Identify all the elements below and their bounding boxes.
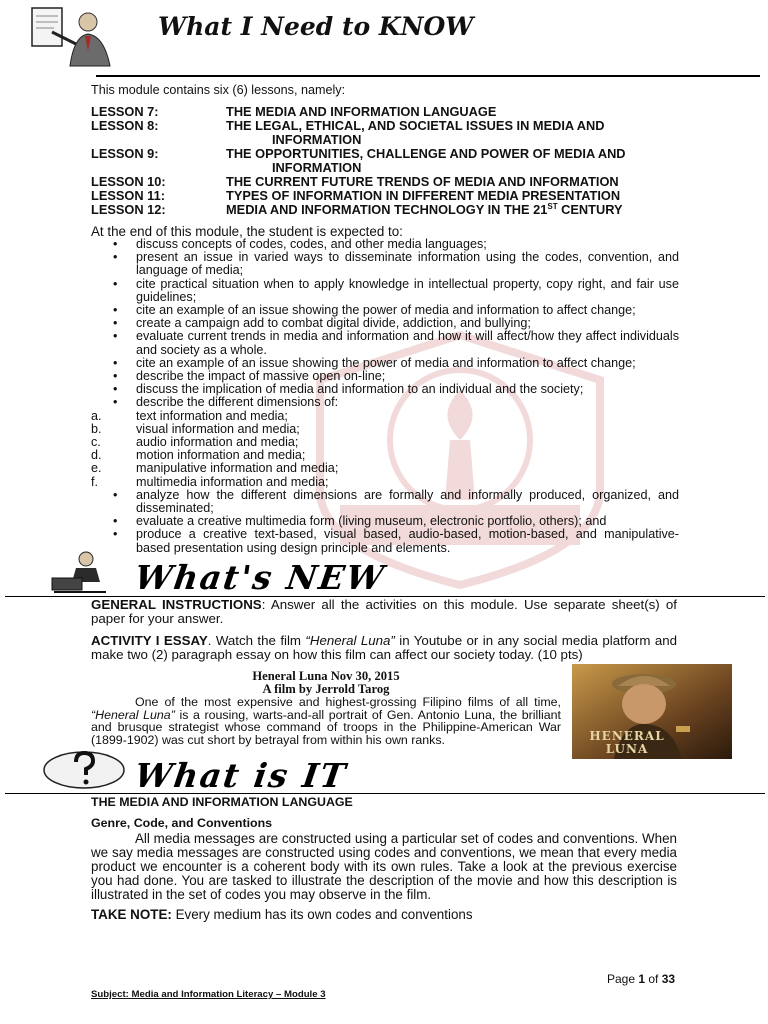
what-is-it-rule	[5, 793, 765, 794]
objective-text: text information and media;	[136, 408, 288, 423]
objective-marker: b.	[91, 421, 102, 436]
objective-item	[91, 528, 679, 554]
objective-marker: •	[113, 316, 118, 331]
objective-marker: f.	[91, 474, 98, 489]
lesson-title: THE CURRENT FUTURE TRENDS OF MEDIA AND INFORMATION	[226, 174, 619, 189]
objective-text: cite practical situation when to apply knowledge in intellectual property, copy right, and fair use guidelines;	[136, 276, 679, 304]
objective-marker: a.	[91, 408, 102, 423]
film-description: One of the most expensive and highest-grossing Filipino films of all time, “Heneral Luna” is a rousing, warts-and-all portrait of Gen. Antonio Luna, the brilliant and brusque strategist whose command of troops in the Philippine-American War (1899-1902) was cut short by betrayal from within his own ranks.	[91, 695, 561, 747]
header-rule	[96, 75, 760, 77]
objective-marker: c.	[91, 435, 101, 450]
lesson-list	[91, 105, 671, 217]
objective-item	[91, 251, 679, 277]
objective-text: cite an example of an issue showing the power of media and information to affect change;	[136, 303, 636, 318]
objective-text: evaluate a creative multimedia form (living museum, electronic portfolio, others); and	[136, 514, 607, 529]
objective-text: cite an example of an issue showing the power of media and information to affect change;	[136, 355, 636, 370]
objective-marker: •	[113, 395, 118, 410]
lesson-title: THE OPPORTUNITIES, CHALLENGE AND POWER OF MEDIA AND INFORMATION	[226, 146, 626, 175]
lesson-title: TYPES OF INFORMATION IN DIFFERENT MEDIA PRESENTATION	[226, 188, 621, 203]
objective-text: discuss concepts of codes, codes, and other media languages;	[136, 237, 487, 251]
objective-marker: •	[113, 382, 118, 397]
objective-marker: •	[113, 276, 118, 291]
objective-text: describe the impact of massive open on-line;	[136, 369, 386, 384]
objectives-list	[91, 238, 679, 555]
objective-marker: •	[113, 369, 118, 384]
page-number: Page 1 of 33	[607, 972, 676, 986]
lesson-label: LESSON 7:	[91, 104, 159, 119]
objective-marker: d.	[91, 448, 102, 463]
objective-text: motion information and media;	[136, 448, 306, 463]
footer-subject: Subject: Media and Information Literacy – Module 3	[91, 989, 326, 1000]
objective-text: audio information and media;	[136, 435, 299, 450]
objective-marker: •	[113, 527, 118, 542]
objective-text: multimedia information and media;	[136, 474, 329, 489]
whats-new-banner: What's NEW	[132, 558, 389, 597]
objective-item	[91, 489, 679, 515]
lesson-label: LESSON 9:	[91, 146, 159, 161]
general-instructions: GENERAL INSTRUCTIONS: Answer all the activities on this module. Use separate sheet(s) of paper for your answer.	[91, 597, 677, 626]
page-title: What I Need to KNOW	[158, 12, 474, 41]
whats-new-illustration	[48, 550, 110, 595]
question-illustration	[40, 748, 128, 792]
objective-text: discuss the implication of media and information to an individual and the society;	[136, 382, 584, 397]
objective-marker: •	[113, 514, 118, 529]
objective-text: evaluate current trends in media and information and how it will affect/how they affect individuals and society as a whole.	[136, 329, 679, 357]
lesson-title: MEDIA AND INFORMATION TECHNOLOGY IN THE 21ST CENTURY	[226, 202, 623, 217]
poster-title: HENERAL LUNA	[589, 729, 665, 757]
what-is-it-banner: What is IT	[132, 756, 350, 795]
objective-marker: •	[113, 487, 118, 502]
objective-text: manipulative information and media;	[136, 461, 339, 476]
objective-text: analyze how the different dimensions are formally and informally produced, organized, and disseminated;	[136, 487, 679, 516]
objective-text: describe the different dimensions of:	[136, 395, 339, 410]
objective-text: create a campaign add to combat digital divide, addiction, and bullying;	[136, 316, 531, 331]
film-credit: A film by Jerrold Tarog	[262, 682, 390, 696]
film-poster	[572, 664, 732, 759]
objective-marker: •	[113, 303, 118, 318]
objective-marker: e.	[91, 461, 102, 476]
lesson-body: All media messages are constructed using a particular set of codes and conventions. When we say media messages are constructed using codes and conventions, we mean that every media product we encounter is a coherent body with its own rules. Take a look at the previous exercise you had done. You are tasked to illustrate the description of the movie and how this description is illustrated in the set of codes you may observe in the film.	[91, 831, 677, 902]
objective-text: produce a creative text-based, visual based, audio-based, motion-based, and manipulative-based presentation using design principle and elements.	[136, 527, 679, 555]
objectives-intro: At the end of this module, the student is expected to:	[91, 224, 403, 239]
lesson-heading: THE MEDIA AND INFORMATION LANGUAGE	[91, 795, 353, 809]
header-illustration	[30, 6, 115, 68]
objective-marker: •	[113, 250, 118, 265]
lesson-label: LESSON 11:	[91, 188, 165, 203]
lesson-label: LESSON 10:	[91, 174, 166, 189]
objective-marker: •	[113, 237, 118, 251]
objective-item	[91, 330, 679, 356]
objective-text: visual information and media;	[136, 421, 300, 436]
objective-item	[91, 278, 679, 304]
lesson-title: THE LEGAL, ETHICAL, AND SOCIETAL ISSUES IN MEDIA AND INFORMATION	[226, 118, 605, 147]
objective-marker: •	[113, 355, 118, 370]
activity-essay: ACTIVITY I ESSAY. Watch the film “Heneral Luna” in Youtube or in any social media platform and make two (2) paragraph essay on how this film can affect our society today. (10 pts)	[91, 633, 678, 662]
take-note: TAKE NOTE: Every medium has its own codes and conventions	[91, 907, 473, 922]
objective-marker: •	[113, 329, 118, 344]
lesson-label: LESSON 8:	[91, 118, 159, 133]
lesson-title: THE MEDIA AND INFORMATION LANGUAGE	[226, 104, 497, 119]
objective-text: present an issue in varied ways to disseminate information using the codes, convention, and language of media;	[136, 250, 679, 278]
lesson-label: LESSON 12:	[91, 202, 166, 217]
film-title: Heneral Luna Nov 30, 2015	[252, 669, 400, 683]
module-intro: This module contains six (6) lessons, namely:	[91, 83, 346, 97]
lesson-subheading: Genre, Code, and Conventions	[91, 816, 273, 830]
